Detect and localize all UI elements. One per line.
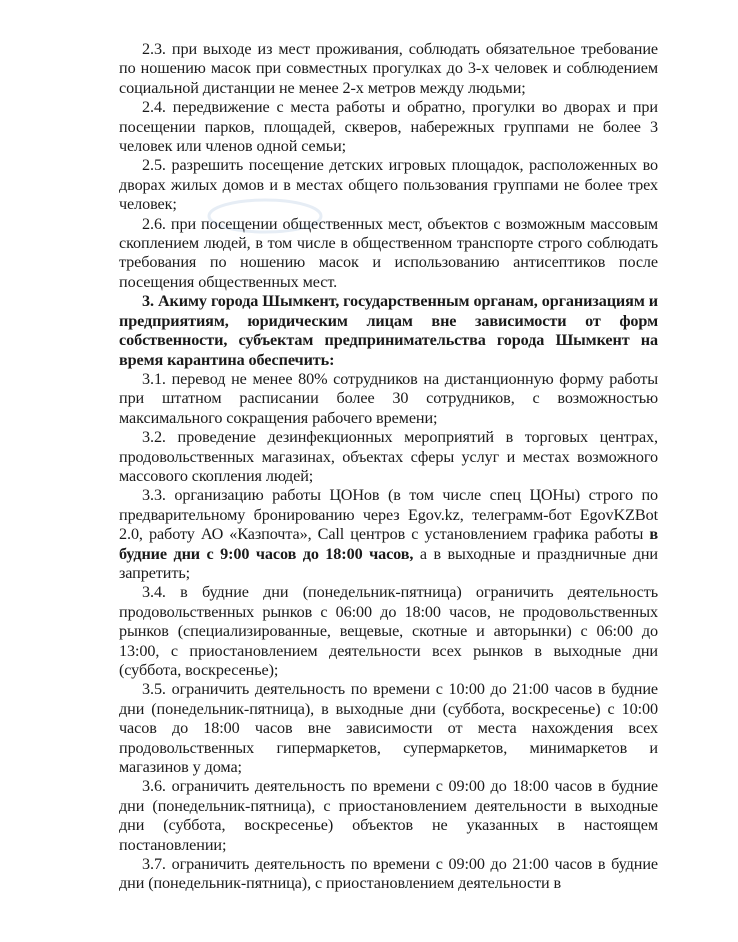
paragraph-3-2: 3.2. проведение дезинфекционных мероприятий в торговых центрах, продовольственных магазинах, объектах сферы услуг и местах возможного массового скопления людей; bbox=[119, 428, 658, 485]
paragraph-2-6: 2.6. при посещении общественных мест, объектов с возможным массовым скоплением людей, в том числе в общественном транспорте строго соблюдать требования по ношению масок и использованию антисептиков после посещения общественных мест. bbox=[119, 214, 658, 291]
paragraph-2-3: 2.3. при выходе из мест проживания, соблюдать обязательное требование по ношению масок при совместных прогулках до 3-х человек и соблюдением социальной дистанции не менее 2-х метров между людьми; bbox=[119, 40, 658, 97]
paragraph-3-3-part-a: 3.3. организацию работы ЦОНов (в том числе спец ЦОНы) строго по предварительному бронированию через Egov.kz, телеграмм-бот EgovKZBot 2.0, работу АО «Казпочта», Call центров с установлением графика работы bbox=[119, 486, 658, 544]
faded-stamp-mark bbox=[205, 196, 325, 236]
paragraph-3-heading: 3. Акиму города Шымкент, государственным органам, организациям и предприятиям, юридическим лицам вне зависимости от форм собственности, субъектам предпринимательства города Шымкент на время карантина обеспечить: bbox=[119, 292, 658, 369]
paragraph-3-3-bold-hours: в будние дни с 9:00 часов до 18:00 часов, bbox=[119, 525, 658, 563]
paragraph-3-5: 3.5. ограничить деятельность по времени с 10:00 до 21:00 часов в будние дни (понедельник-пятница), в выходные дни (суббота, воскресенье) с 10:00 часов до 18:00 часов вне зависимости от места нахождения всех продовольственных гипермаркетов, супермаркетов, минимаркетов и магазинов у дома; bbox=[119, 680, 658, 777]
paragraph-2-5: 2.5. разрешить посещение детских игровых площадок, расположенных во дворах жилых домов и в местах общего пользования группами не более трех человек; bbox=[119, 156, 658, 214]
paragraph-3-3 bbox=[119, 486, 658, 583]
paragraph-3-6: 3.6. ограничить деятельность по времени с 09:00 до 18:00 часов в будние дни (понедельник-пятница), с приостановлением деятельности в выходные дни (суббота, воскресенье) объектов не указанных в настоящем постановлении; bbox=[119, 777, 658, 854]
paragraph-3-4: 3.4. в будние дни (понедельник-пятница) ограничить деятельность продовольственных рынков с 06:00 до 18:00 часов, не продовольственных рынков (специализированные, вещевые, скотные и авторынки) с 06:00 до 13:00, с приостановлением деятельности всех рынков в выходные дни (суббота, воскресенье); bbox=[119, 583, 658, 679]
paragraph-3-1: 3.1. перевод не менее 80% сотрудников на дистанционную форму работы при штатном расписании более 30 сотрудников, с возможностью максимального сокращения рабочего времени; bbox=[119, 369, 658, 427]
paragraph-2-4: 2.4. передвижение с места работы и обратно, прогулки во дворах и при посещении парков, площадей, скверов, набережных группами не более 3 человек или членов одной семьи; bbox=[119, 98, 658, 156]
paragraph-3-7: 3.7. ограничить деятельность по времени с 09:00 до 21:00 часов в будние дни (понедельник-пятница), с приостановлением деятельности в bbox=[119, 855, 658, 893]
paragraph-3-3-part-c: а в выходные и праздничные дни запретить; bbox=[119, 544, 658, 582]
